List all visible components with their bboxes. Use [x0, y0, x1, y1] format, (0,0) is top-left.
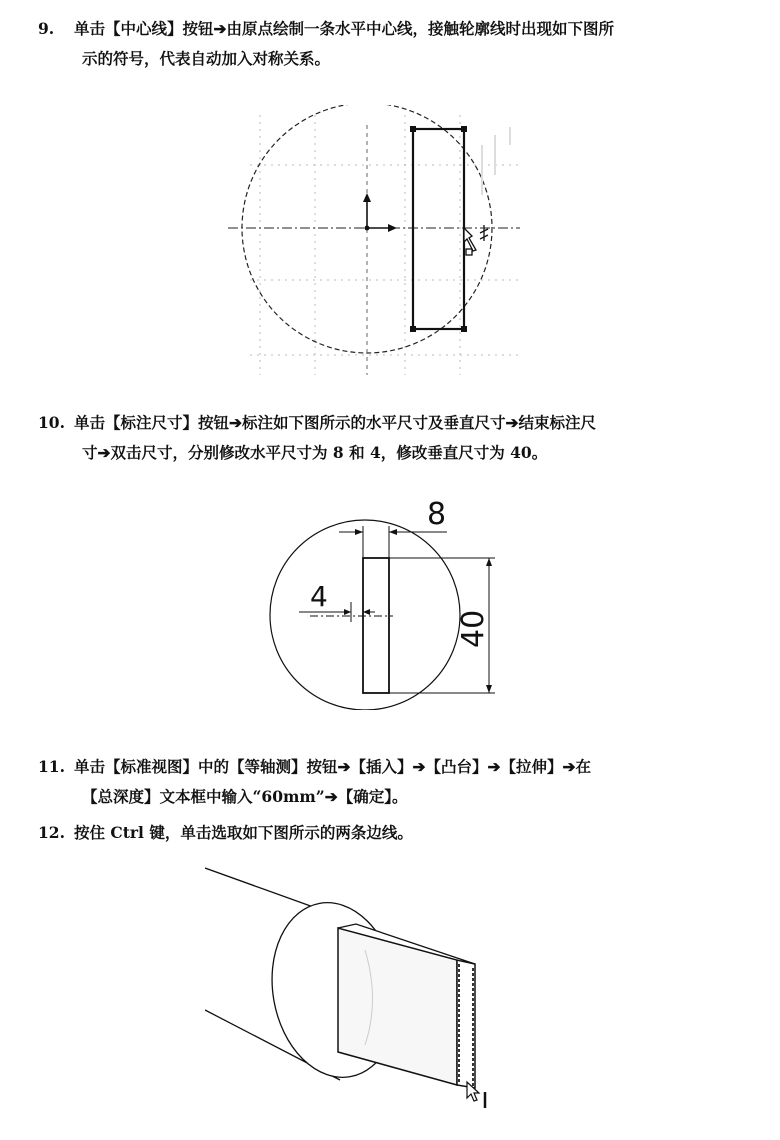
sketch-rectangle	[363, 558, 389, 693]
step-text-line: 单击【标准视图】中的【等轴测】按钮➔【插入】➔【凸台】➔【拉伸】➔在	[74, 757, 591, 776]
dimension-label-vertical: 40	[456, 609, 491, 648]
figure-centerline-sketch	[220, 105, 540, 380]
step-text-line: 按住 Ctrl 键，单击选取如下图所示的两条边线。	[74, 823, 413, 842]
step-number: 11.	[38, 757, 65, 776]
dimension-label-horizontal: 8	[427, 497, 447, 532]
step-text-line: 示的符号，代表自动加入对称关系。	[82, 49, 331, 68]
rectangle-vertices	[410, 126, 467, 332]
sketch-grid	[250, 115, 520, 375]
step-number: 10.	[38, 413, 65, 432]
mouse-cursor-icon	[467, 1082, 485, 1108]
sketch-circle	[270, 520, 460, 710]
step-number: 12.	[38, 823, 65, 842]
step-number: 9.	[38, 19, 55, 38]
scan-artifact	[482, 127, 510, 195]
step-text-line: 单击【中心线】按钮➔由原点绘制一条水平中心线，接触轮廓线时出现如下图所	[74, 19, 614, 38]
step-text-line: 单击【标注尺寸】按钮➔标注如下图所示的水平尺寸及垂直尺寸➔结束标注尺	[74, 413, 596, 432]
figure-dimensioned-sketch	[255, 490, 525, 710]
step-text-line: 【总深度】文本框中输入“60mm”➔【确定】。	[82, 787, 408, 806]
origin-icon	[363, 193, 397, 232]
figure-isometric-model	[205, 860, 505, 1115]
dimension-label-small: 4	[310, 580, 328, 613]
step-text-line: 寸➔双击尺寸，分别修改水平尺寸为 8 和 4，修改垂直尺寸为 40。	[82, 443, 548, 462]
sketch-rectangle	[413, 129, 464, 329]
symmetric-relation-icon	[464, 225, 488, 255]
